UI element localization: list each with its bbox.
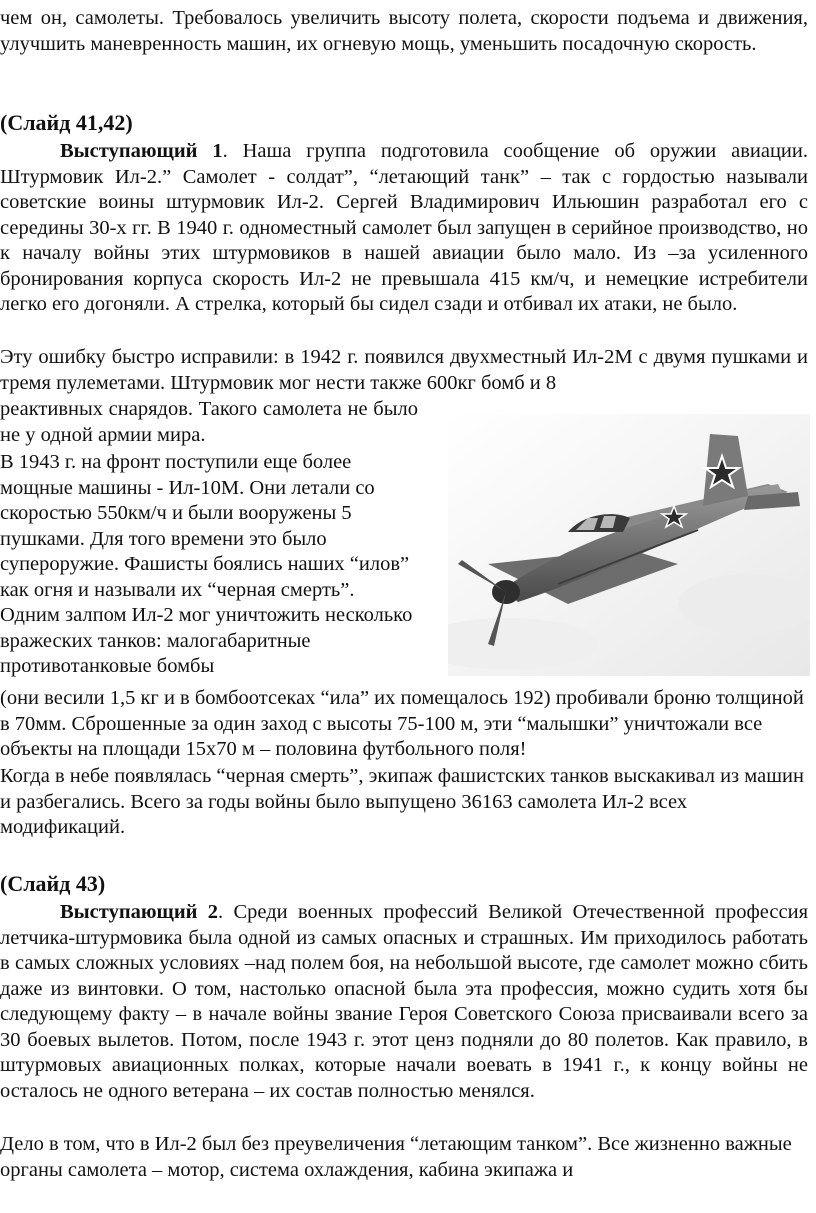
il10-paragraph-wrap: В 1943 г. на фронт поступили еще более мощные машины - Ил-10М. Они летали со скоростью 550км/ч и были вооружены 5 пушками. Для того времени это было супероружие. Фашисты боялись наших “илов” как огня и называли их “черная смерть”. Одним залпом Ил-2 мог уничтожить несколько вражеских танков: малогабаритные противотанковые бомбы bbox=[0, 451, 413, 677]
speaker2-label: Выступающий 2 bbox=[60, 901, 219, 923]
speaker1-label: Выступающий 1 bbox=[60, 140, 223, 162]
speaker2-paragraph bbox=[0, 900, 808, 1104]
black-death-paragraph: Когда в небе появлялась “черная смерть”, экипаж фашистских танков выскакивал из машин и разбегались. Всего за годы войны было выпущено 36163 самолета Ил-2 всех модификаций. bbox=[0, 765, 804, 838]
il2m-paragraph: Эту ошибку быстро исправили: в 1942 г. появился двухместный Ил-2М с двумя пушками и тремя пулеметами. Штурмовик мог нести также 600кг бомб и 8 bbox=[0, 346, 808, 394]
speaker1-paragraph bbox=[0, 139, 808, 318]
slide-heading-43: (Слайд 43) bbox=[0, 871, 106, 896]
flying-tank-paragraph: Дело в том, что в Ил-2 был без преувеличения “летающим танком”. Все жизненно важные органы самолета – мотор, система охлаждения, кабина экипажа и bbox=[0, 1133, 792, 1181]
slide-heading-41-42: (Слайд 41,42) bbox=[0, 110, 133, 135]
intro-paragraph: чем он, самолеты. Требовалось увеличить высоту полета, скорости подъема и движения, улучшить маневренность машин, их огневую мощь, уменьшить посадочную скорость. bbox=[0, 7, 808, 55]
il2-aircraft-image bbox=[448, 414, 810, 676]
il10-paragraph-rest: (они весили 1,5 кг и в бомбоотсеках “ила” их помещалось 192) пробивали броню толщиной в 70мм. Сброшенные за один заход с высоты 75-100 м, эти “малышки” уничтожали все объекты на площади 15х70 м – половина футбольного поля! bbox=[0, 687, 804, 760]
speaker1-text: . Наша группа подготовила сообщение об оружии авиации. Штурмовик Ил-2.” Самолет - солдат”, “летающий танк” – так с гордостью называли советские воины штурмовик Ил-2. Сергей Владимирович Ильюшин разработал его с середины 30-х гг. В 1940 г. одноместный самолет был запущен в серийное производство, но к началу войны этих штурмовиков в нашей авиации было мало. Из –за усиленного бронирования корпуса скорость Ил-2 не превышала 415 км/ч, и немецкие истребители легко его догоняли. А стрелка, который бы сидел сзади и отбивал их атаки, не было. bbox=[0, 140, 809, 315]
speaker2-text: . Среди военных профессий Великой Отечественной профессия летчика-штурмовика была одной из самых опасных и страшных. Им приходилось работать в самых сложных условиях –над полем боя, на небольшой высоте, где самолет можно сбить даже из винтовки. О том, настолько опасной была эта профессия, можно судить хотя бы следующему факту – в начале войны звание Героя Советского Союза присваивали всего за 30 боевых вылетов. Потом, после 1943 г. этот ценз подняли до 80 полетов. Как правило, в штурмовых авиационных полках, которые начали воевать в 1941 г., к концу войны не осталось не одного ветерана – их состав полностью менялся. bbox=[0, 901, 809, 1102]
il2m-paragraph-wrap: реактивных снарядов. Такого самолета не было не у одной армии мира. bbox=[0, 398, 418, 446]
il2-aircraft-icon bbox=[448, 414, 810, 676]
